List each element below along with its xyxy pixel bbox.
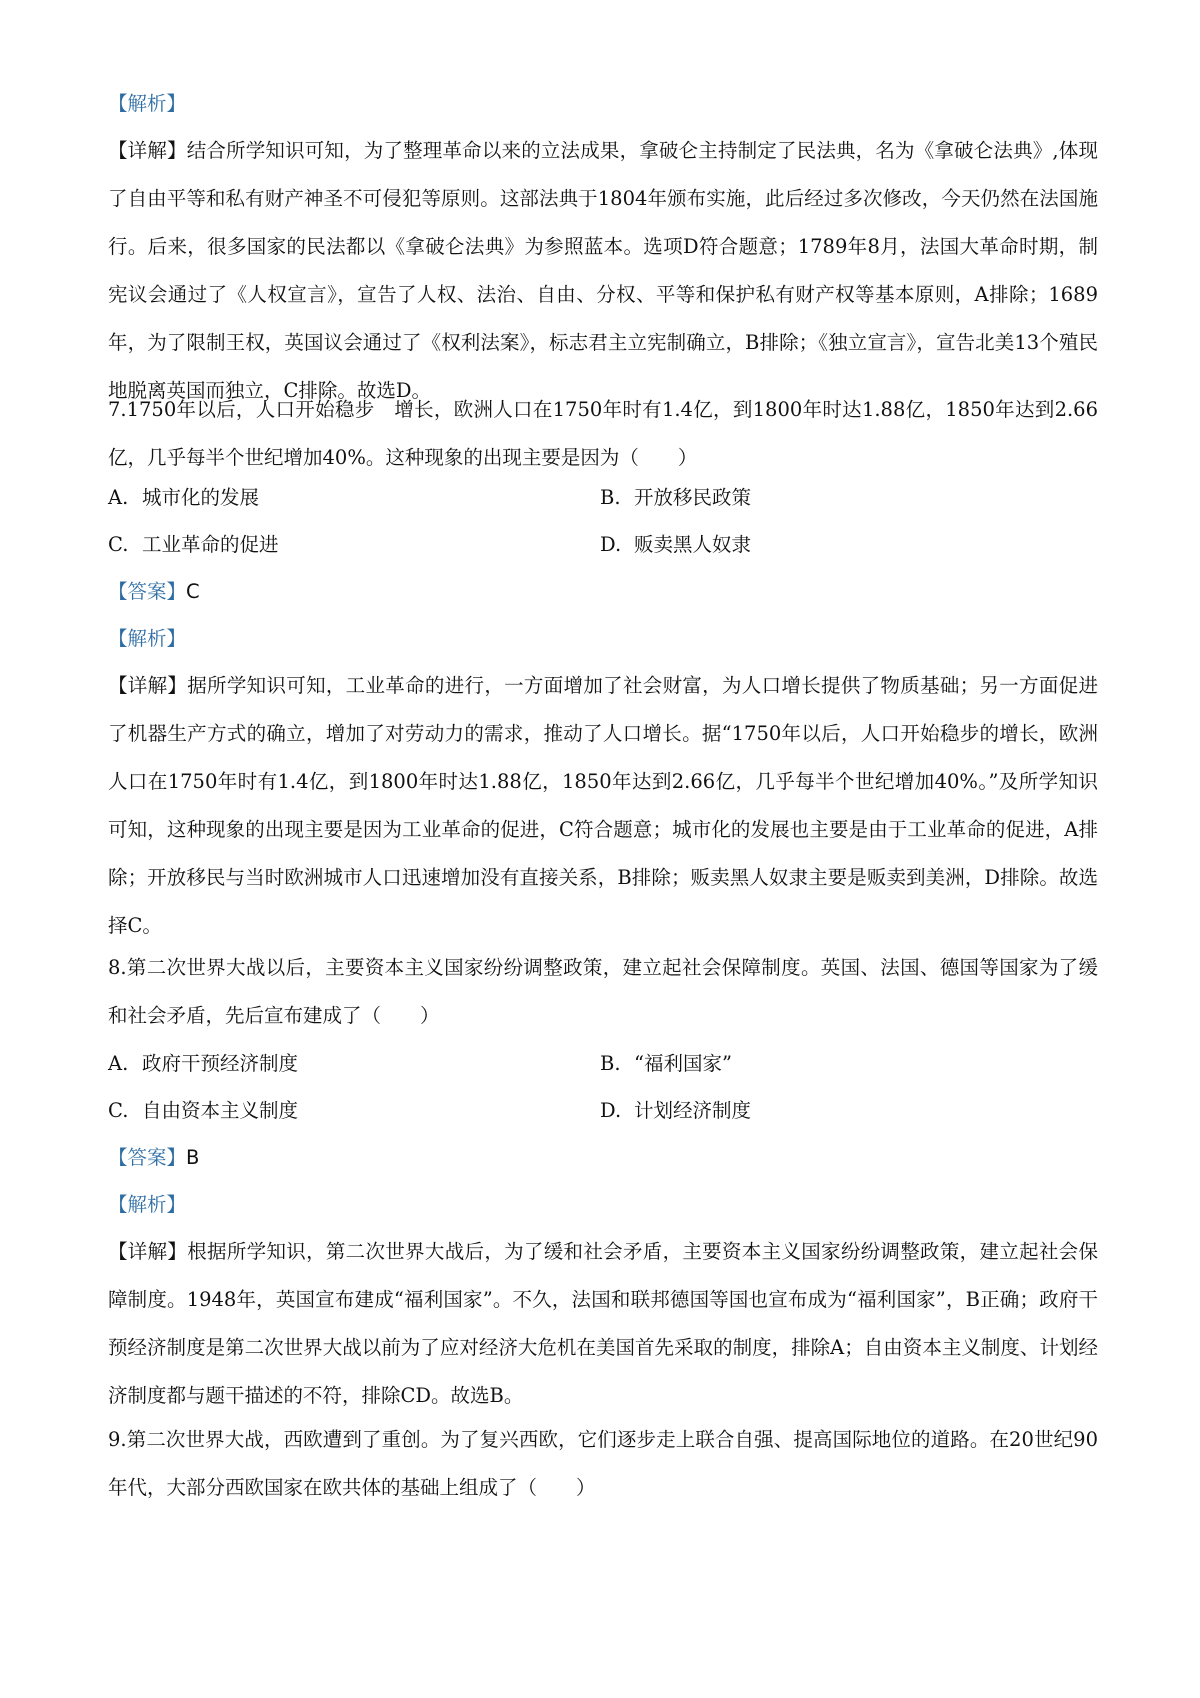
q7-answer-line bbox=[108, 568, 1098, 616]
option-text: 贩卖黑人奴隶 bbox=[634, 533, 752, 556]
q8-detail-paragraph bbox=[108, 1228, 1098, 1420]
option-letter: D. bbox=[600, 533, 622, 556]
answer-tag: 【答案】 bbox=[108, 580, 187, 603]
option-text: 计划经济制度 bbox=[634, 1099, 752, 1122]
q8-option-b bbox=[600, 1040, 732, 1088]
answer-tag: 【答案】 bbox=[108, 1146, 187, 1169]
analysis-tag: 【解析】 bbox=[108, 627, 187, 650]
q7-analysis-heading bbox=[108, 615, 1098, 663]
q8-option-a bbox=[108, 1040, 298, 1088]
q6-detail-paragraph bbox=[108, 127, 1098, 415]
detail-tag: 【详解】 bbox=[108, 1240, 188, 1263]
analysis-tag: 【解析】 bbox=[108, 1193, 187, 1216]
q7-detail-text: 据所学知识可知，工业革命的进行，一方面增加了社会财富，为人口增长提供了物质基础；另一方面促进了机器生产方式的确立，增加了对劳动力的需求，推动了人口增长。据“1750年以后，人口开始稳步的增长，欧洲人口在1750年时有1.4亿，到1800年时达1.88亿，1850年达到2.66亿，几乎每半个世纪增加40%。”及所学知识可知，这种现象的出现主要是因为工业革命的促进，C符合题意；城市化的发展也主要是由于工业革命的促进，A排除；开放移民与当时欧洲城市人口迅速增加没有直接关系，B排除；贩卖黑人奴隶主要是贩卖到美洲，D排除。故选择C。 bbox=[108, 674, 1098, 937]
detail-tag: 【详解】 bbox=[108, 139, 187, 162]
option-letter: A. bbox=[108, 486, 129, 509]
option-text: “福利国家” bbox=[634, 1052, 732, 1075]
q9-stem-text: 9.第二次世界大战，西欧遭到了重创。为了复兴西欧，它们逐步走上联合自强、提高国际地位的道路。在20世纪90年代，大部分西欧国家在欧共体的基础上组成了（ ） bbox=[108, 1428, 1098, 1499]
q7-option-a bbox=[108, 474, 259, 522]
q7-stem bbox=[108, 386, 1098, 482]
q8-analysis-heading bbox=[108, 1181, 1098, 1229]
q8-stem-text: 8.第二次世界大战以后，主要资本主义国家纷纷调整政策，建立起社会保障制度。英国、法国、德国等国家为了缓和社会矛盾，先后宣布建成了（ ） bbox=[108, 956, 1098, 1027]
q7-option-d bbox=[600, 521, 751, 569]
option-text: 工业革命的促进 bbox=[142, 533, 279, 556]
option-text: 政府干预经济制度 bbox=[142, 1052, 299, 1075]
option-text: 开放移民政策 bbox=[634, 486, 752, 509]
option-letter: C. bbox=[108, 1099, 129, 1122]
q6-detail-text: 结合所学知识可知，为了整理革命以来的立法成果，拿破仑主持制定了民法典，名为《拿破仑法典》,体现了自由平等和私有财产神圣不可侵犯等原则。这部法典于1804年颁布实施，此后经过多次修改，今天仍然在法国施行。后来，很多国家的民法都以《拿破仑法典》为参照蓝本。选项D符合题意；1789年8月，法国大革命时期，制宪议会通过了《人权宣言》，宣告了人权、法治、自由、分权、平等和保护私有财产权等基本原则，A排除；1689年，为了限制王权，英国议会通过了《权利法案》，标志君主立宪制确立，B排除；《独立宣言》，宣告北美13个殖民地脱离英国而独立，C排除。故选D。 bbox=[108, 139, 1098, 402]
option-letter: B. bbox=[600, 1052, 621, 1075]
q7-option-c bbox=[108, 521, 279, 569]
detail-tag: 【详解】 bbox=[108, 674, 188, 697]
q8-option-c bbox=[108, 1087, 298, 1135]
q8-answer-line bbox=[108, 1134, 1098, 1182]
option-letter: C. bbox=[108, 533, 129, 556]
option-letter: A. bbox=[108, 1052, 129, 1075]
q7-answer-value: C bbox=[186, 580, 200, 603]
option-letter: D. bbox=[600, 1099, 622, 1122]
option-text: 城市化的发展 bbox=[142, 486, 260, 509]
q7-stem-text: 7.1750年以后，人口开始稳步 增长，欧洲人口在1750年时有1.4亿，到1800年时达1.88亿，1850年达到2.66亿，几乎每半个世纪增加40%。这种现象的出现主要是因为（ ） bbox=[108, 398, 1098, 469]
q8-detail-text: 根据所学知识，第二次世界大战后，为了缓和社会矛盾，主要资本主义国家纷纷调整政策，建立起社会保障制度。1948年，英国宣布建成“福利国家”。不久，法国和联邦德国等国也宣布成为“福利国家”，B正确；政府干预经济制度是第二次世界大战以前为了应对经济大危机在美国首先采取的制度，排除A；自由资本主义制度、计划经济制度都与题干描述的不符，排除CD。故选B。 bbox=[108, 1240, 1098, 1407]
q9-stem bbox=[108, 1416, 1098, 1512]
analysis-tag: 【解析】 bbox=[108, 92, 187, 115]
q6-analysis-heading bbox=[108, 80, 1098, 128]
q7-option-b bbox=[600, 474, 751, 522]
option-text: 自由资本主义制度 bbox=[142, 1099, 299, 1122]
option-letter: B. bbox=[600, 486, 621, 509]
q8-answer-value: B bbox=[186, 1146, 200, 1169]
q8-stem bbox=[108, 944, 1098, 1040]
q7-detail-paragraph bbox=[108, 662, 1098, 950]
q8-option-d bbox=[600, 1087, 751, 1135]
